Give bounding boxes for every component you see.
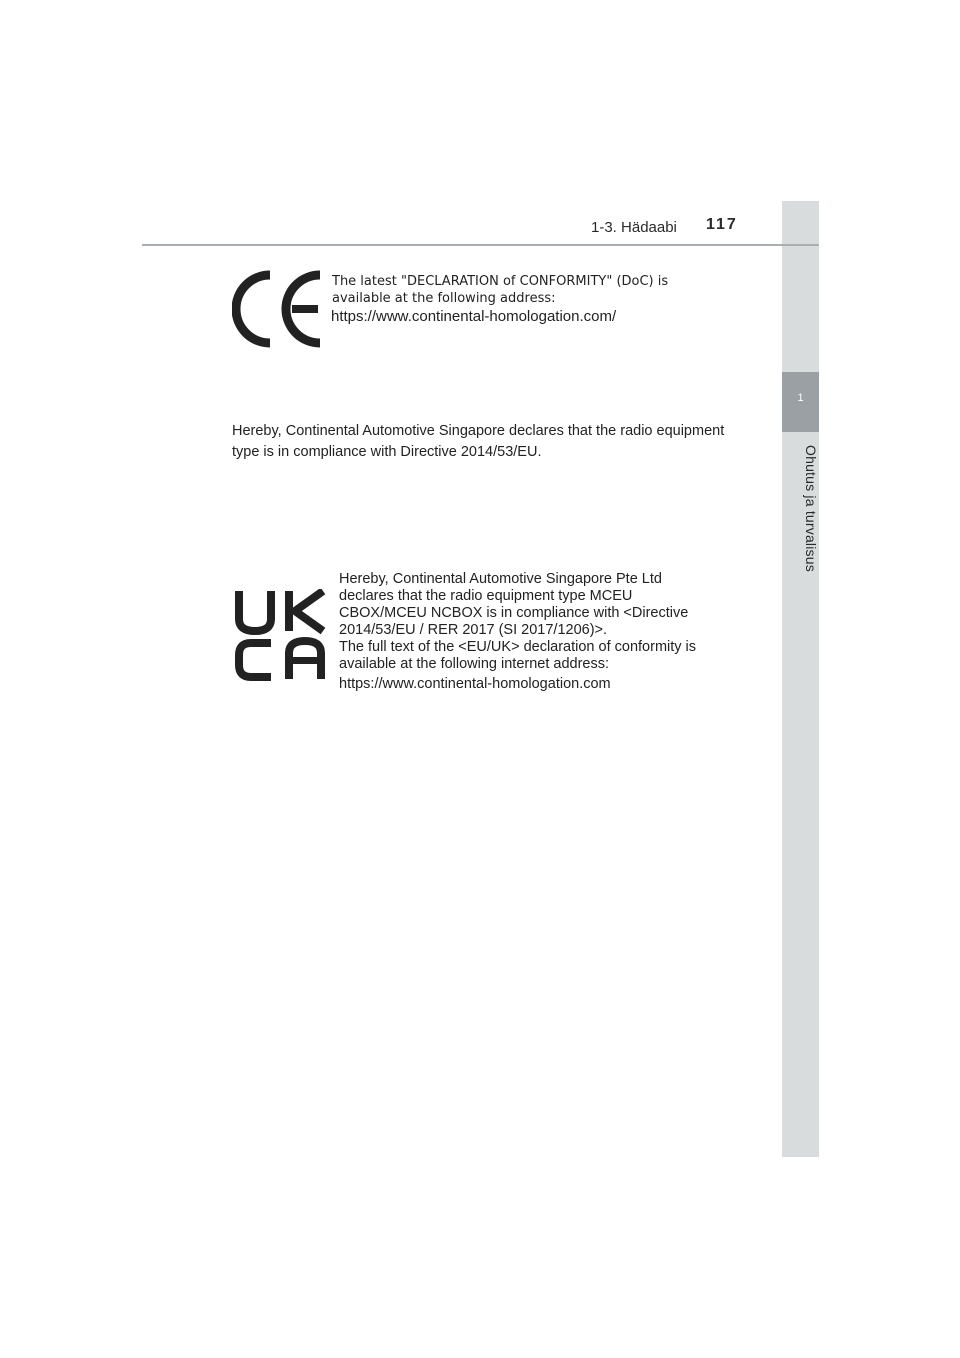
ukca-line-1: Hereby, Continental Automotive Singapore Pte Ltd (339, 571, 662, 587)
eu-compliance-line-2: type is in compliance with Directive 2014/53/EU. (232, 444, 542, 460)
ukca-line-4: 2014/53/EU / RER 2017 (SI 2017/1206)>. (339, 622, 608, 638)
ukca-mark-logo (235, 589, 327, 681)
chapter-number: 1 (797, 392, 804, 404)
ce-declaration-url: https://www.continental-homologation.com/ (331, 308, 617, 325)
ukca-line-2: declares that the radio equipment type MCEU (339, 588, 633, 604)
ukca-declaration-text (339, 571, 731, 693)
side-tab-strip (782, 201, 819, 1157)
eu-compliance-line-1: Hereby, Continental Automotive Singapore declares that the radio equipment (232, 423, 725, 439)
eu-compliance-paragraph (232, 421, 726, 463)
ukca-line-5: The full text of the <EU/UK> declaration of conformity is (339, 639, 697, 655)
page-number: 117 (706, 216, 738, 233)
chapter-title: Ohutus ja turvalisus (803, 444, 819, 572)
ukca-line-3: CBOX/MCEU NCBOX is in compliance with <Directive (339, 605, 689, 621)
ce-declaration-line-1: The latest "DECLARATION of CONFORMITY" (DoC) is (332, 274, 669, 289)
ce-mark-logo (232, 269, 324, 349)
ce-declaration-line-2: available at the following address: (332, 291, 556, 306)
header-divider (142, 244, 819, 246)
ukca-url: https://www.continental-homologation.com (339, 676, 611, 692)
section-title: 1-3. Hädaabi (591, 219, 677, 236)
ukca-line-6: available at the following internet address: (339, 656, 610, 672)
